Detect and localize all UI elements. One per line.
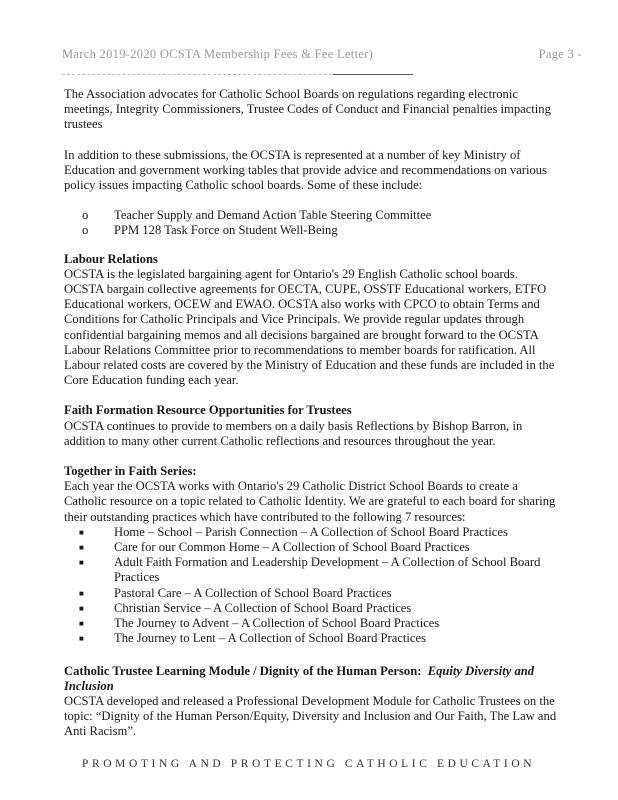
list-item-text: Care for our Common Home – A Collection of School Board Practices bbox=[114, 540, 470, 555]
header-rule-solid bbox=[333, 74, 413, 75]
square-bullet-icon: ■ bbox=[79, 543, 84, 553]
list-item-text: The Journey to Advent – A Collection of School Board Practices bbox=[114, 616, 440, 631]
list-item-text: The Journey to Lent – A Collection of School Board Practices bbox=[114, 631, 426, 646]
list-item bbox=[64, 555, 560, 585]
header-title: March 2019-2020 OCSTA Membership Fees & Fee Letter) bbox=[62, 47, 374, 61]
working-tables-list bbox=[64, 208, 560, 238]
faith-formation-heading: Faith Formation Resource Opportunities for Trustees bbox=[64, 403, 352, 418]
square-bullet-icon: ■ bbox=[79, 603, 84, 613]
running-header bbox=[62, 47, 582, 65]
list-item bbox=[64, 631, 560, 646]
footer-tagline: PROMOTING AND PROTECTING CATHOLIC EDUCATION bbox=[82, 758, 536, 770]
square-bullet-icon: ■ bbox=[79, 588, 84, 598]
square-bullet-icon: ■ bbox=[79, 619, 84, 629]
advocacy-paragraph: The Association advocates for Catholic School Boards on regulations regarding electronic meetings, Integrity Commissioners, Trustee Codes of Conduct and Financial penalties impacting trustees bbox=[64, 87, 551, 132]
faith-formation-body: OCSTA continues to provide to members on a daily basis Reflections by Bishop Barron, in addition to many other current Catholic reflections and resources throughout the year. bbox=[64, 418, 523, 448]
circle-bullet-icon: o bbox=[82, 208, 89, 223]
list-item bbox=[64, 223, 560, 238]
page-body bbox=[64, 87, 560, 740]
square-bullet-icon: ■ bbox=[79, 558, 84, 568]
page-number: Page 3 - bbox=[538, 47, 582, 61]
list-item-text: Christian Service – A Collection of School Board Practices bbox=[114, 600, 412, 615]
ministry-tables-paragraph: In addition to these submissions, the OCSTA is represented at a number of key Ministry of Education and government working tables that provide advice and recommendations on various policy issues impacting Catholic school boards. Some of these include: bbox=[64, 147, 547, 193]
circle-bullet-icon: o bbox=[82, 223, 89, 238]
resources-list bbox=[64, 525, 560, 647]
list-item-text: Pastoral Care – A Collection of School Board Practices bbox=[114, 585, 392, 600]
together-in-faith-heading: Together in Faith Series: bbox=[64, 464, 197, 479]
square-bullet-icon: ■ bbox=[79, 527, 84, 537]
list-item bbox=[64, 601, 560, 616]
list-item bbox=[64, 540, 560, 555]
list-item bbox=[64, 616, 560, 631]
learning-module-body: OCSTA developed and released a Professional Development Module for Catholic Trustees on the topic: “Dignity of the Human Person/Equity, Diversity and Inclusion and Our Faith, The Law and Anti Racism”. bbox=[64, 693, 557, 739]
list-item-text: Teacher Supply and Demand Action Table Steering Committee bbox=[114, 208, 432, 223]
list-item-text: PPM 128 Task Force on Student Well-Being bbox=[114, 223, 338, 238]
list-item-text: Home – School – Parish Connection – A Collection of School Board Practices bbox=[114, 524, 508, 539]
list-item bbox=[64, 525, 560, 540]
learning-module-heading-italic: Equity Diversity and Inclusion bbox=[64, 663, 535, 693]
list-item-text: Adult Faith Formation and Leadership Development – A Collection of School Board Practices bbox=[114, 555, 541, 585]
list-item bbox=[64, 586, 560, 601]
labour-relations-heading: Labour Relations bbox=[64, 251, 158, 266]
list-item bbox=[64, 208, 560, 223]
labour-relations-body: OCSTA is the legislated bargaining agent for Ontario's 29 English Catholic school boards. OCSTA bargain collective agreements for OECTA, CUPE, OSSTF Educational workers, ETFO Educational workers, OCEW and EWAO. OCSTA also works with CPCO to obtain Terms and Conditions for Catholic Principals and Vice Principals. We provide regular updates through confidential bargaining memos and all decisions bargained are brought forward to the OCSTA Labour Relations Committee prior to recommendations to member boards for ratification. All Labour related costs are covered by the Ministry of Education and these funds are included in the Core Education funding each year. bbox=[64, 266, 555, 388]
learning-module-heading bbox=[64, 664, 560, 694]
together-in-faith-body: Each year the OCSTA works with Ontario's 29 Catholic District School Boards to create a Catholic resource on a topic related to Catholic Identity. We are grateful to each board for sharing their outstanding practices which have contributed to the following 7 resources: bbox=[64, 479, 556, 524]
square-bullet-icon: ■ bbox=[79, 634, 84, 644]
learning-module-heading-text: Catholic Trustee Learning Module / Dignity of the Human Person: bbox=[64, 663, 422, 678]
